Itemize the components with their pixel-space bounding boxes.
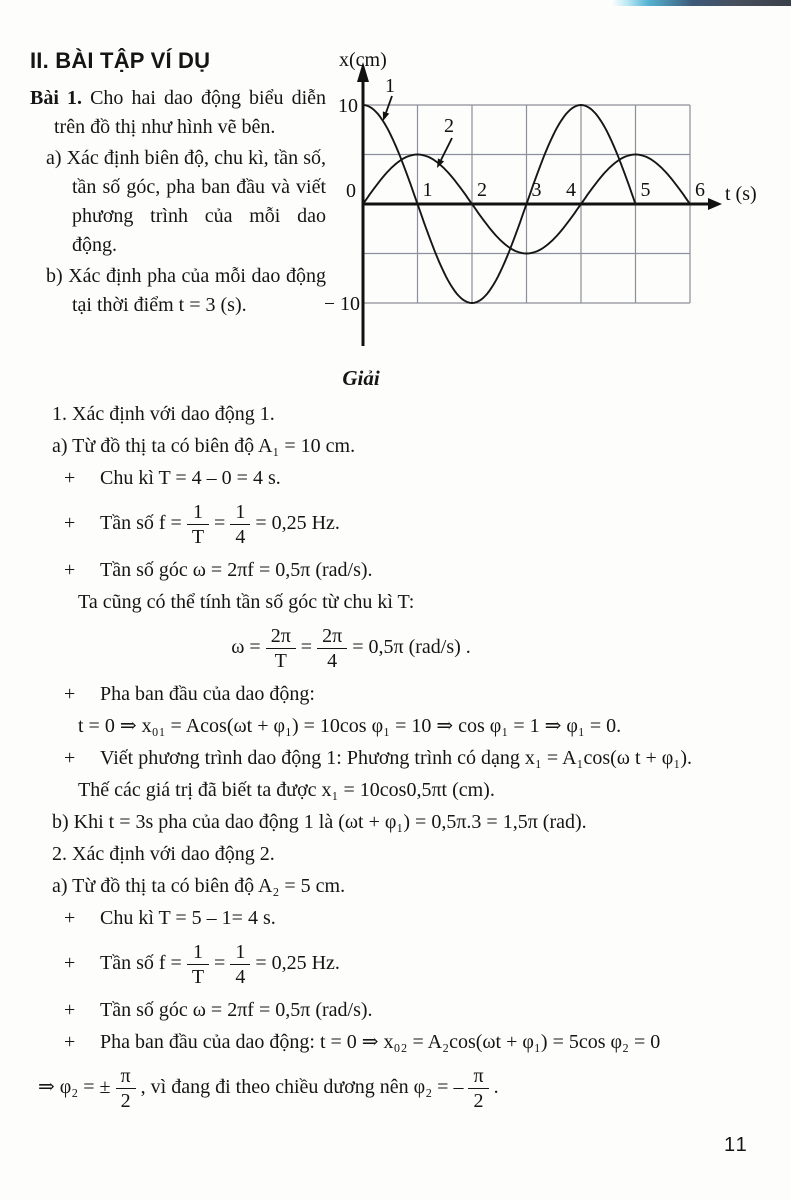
page-edge-decoration [612,0,791,6]
solution-s2-period-text: Chu kì T = 5 – 1= 4 s. [100,907,276,929]
solution-s2-angular-text: Tần số góc ω = 2πf = 0,5π (rad/s). [100,999,373,1021]
fraction-denominator: 4 [235,966,246,988]
solution-s1-period [38,465,754,492]
fraction-denominator: 2 [120,1090,131,1112]
fraction-numerator: 1 [187,501,209,525]
x-tick-4: 4 [566,179,576,201]
curve-2-label: 2 [444,115,454,137]
fraction [230,501,250,548]
oscillation-graph-svg [325,40,791,365]
problem-label: Bài 1. [30,87,82,109]
curve-1-pointer-head [383,111,389,121]
eq-text: = [214,952,226,975]
plus-bullet: + [64,467,76,489]
fraction-numerator: 2π [266,625,296,649]
fraction-numerator: 1 [230,501,250,525]
fraction-numerator: 2π [317,625,347,649]
solution-s1-note: Ta cũng có thể tính tần số góc từ chu kì T: [78,591,415,613]
solution-s1-frequency [38,501,754,548]
curve-1-label: 1 [385,75,395,97]
fraction-numerator: 1 [187,941,209,965]
fraction-denominator: 4 [327,650,338,672]
plus-bullet: + [64,952,76,975]
oscillation-graph [325,40,791,365]
fraction-numerator: π [468,1065,488,1089]
fraction [187,501,209,548]
solution-s1-initial-phase-text: Pha ban đầu của dao động: [100,683,315,705]
section-heading: II. BÀI TẬP VÍ DỤ [30,48,211,73]
fraction [468,1065,488,1112]
solution-s2-amplitude: a) Từ đồ thị ta có biên độ A₂ = 5 cm. [52,875,346,897]
fraction-denominator: T [274,650,287,672]
solution-s1-final-equation: Thế các giá trị đã biết ta được x₁ = 10cos0,5πt (cm). [78,779,495,801]
solution-s2-conclusion [38,1065,754,1112]
fraction [187,941,209,988]
fraction [317,625,347,672]
plus-bullet: + [64,999,76,1021]
fraction-denominator: T [191,526,205,548]
fraction-numerator: π [116,1065,136,1089]
fraction [230,941,250,988]
eq-text: = 0,25 Hz. [255,512,340,535]
fraction [116,1065,136,1112]
plus-bullet: + [64,559,76,581]
x-tick-5: 5 [640,179,651,201]
eq-text: , vì đang đi theo chiều dương nên φ₂ = – [140,1076,464,1099]
y-axis-label: x(cm) [339,49,387,71]
solution-s1-period-text: Chu kì T = 4 – 0 = 4 s. [100,467,281,489]
problem-intro-text: Cho hai dao động biểu diễn trên đồ thị như hình vẽ bên. [54,87,326,138]
problem-statement [30,84,326,322]
fraction-denominator: 2 [473,1090,484,1112]
problem-intro [30,84,326,142]
y-tick-0: 0 [346,180,356,202]
fraction-denominator: 4 [235,526,246,548]
solution-s1-amplitude: a) Từ đồ thị ta có biên độ A₁ = 10 cm. [52,435,356,457]
solution-s1-part-b: b) Khi t = 3s pha của dao động 1 là (ωt + φ₁) = 0,5π.3 = 1,5π (rad). [52,811,587,833]
solution-s2-angular-frequency [38,997,754,1024]
solution-title: Giải [342,366,380,390]
eq-text: . [493,1076,499,1099]
solution-step2-heading: 2. Xác định với dao động 2. [52,843,275,865]
solution-s2-initial-phase [38,1029,754,1056]
eq-text: Tần số f = [100,952,182,975]
plus-bullet: + [64,512,76,535]
y-tick-neg10: − 10 [325,293,360,315]
solution-s2-frequency [38,941,754,988]
x-axis-arrow [708,198,722,210]
eq-text: ω = [231,636,261,659]
plus-bullet: + [64,1031,76,1053]
curve-2-pointer [441,138,452,160]
solution-s1-phase-calculation: t = 0 ⇒ x₀₁ = Acos(ωt + φ₁) = 10cos φ₁ = 10 ⇒ cos φ₁ = 1 ⇒ φ₁ = 0. [78,715,622,737]
plus-bullet: + [64,907,76,929]
x-tick-1: 1 [422,179,433,201]
fraction-numerator: 1 [230,941,250,965]
solution-step1-heading: 1. Xác định với dao động 1. [52,403,275,425]
plus-bullet: + [64,683,76,705]
solution-s1-angular-frequency [38,557,754,584]
eq-text: = 0,25 Hz. [255,952,340,975]
solution-s2-initial-phase-text: Pha ban đầu của dao động: t = 0 ⇒ x₀₂ = A₂cos(ωt + φ₁) = 5cos φ₂ = 0 [100,1031,661,1053]
problem-item-a: a) Xác định biên độ, chu kì, tần số, tần số góc, pha ban đầu và viết phương trình của mỗi dao động. [46,147,326,256]
x-axis-label: t (s) [725,183,757,205]
solution-section [38,366,754,1121]
solution-s1-initial-phase [38,681,754,708]
problem-item-b: b) Xác định pha của mỗi dao động tại thời điểm t = 3 (s). [46,265,326,316]
solution-s1-equation-setup [38,745,754,772]
eq-text: = [300,636,313,659]
solution-s2-period [38,905,754,932]
page-number: 11 [724,1134,749,1156]
eq-text: = [214,512,226,535]
plus-bullet: + [64,747,76,769]
solution-s1-angular-text: Tần số góc ω = 2πf = 0,5π (rad/s). [100,559,373,581]
eq-text: Tần số f = [100,512,182,535]
solution-s1-omega-equation [38,625,664,672]
x-tick-6: 6 [695,179,705,201]
eq-text: ⇒ φ₂ = ± [38,1076,111,1099]
solution-s1-equation-setup-text: Viết phương trình dao động 1: Phương trình có dạng x₁ = A₁cos(ω t + φ₁). [100,747,692,769]
curve-1-pointer [386,96,392,113]
fraction [266,625,296,672]
fraction-denominator: T [191,966,205,988]
x-tick-2: 2 [477,179,487,201]
y-tick-10: 10 [338,95,358,117]
eq-text: = 0,5π (rad/s) . [352,636,471,659]
x-tick-3: 3 [531,179,542,201]
